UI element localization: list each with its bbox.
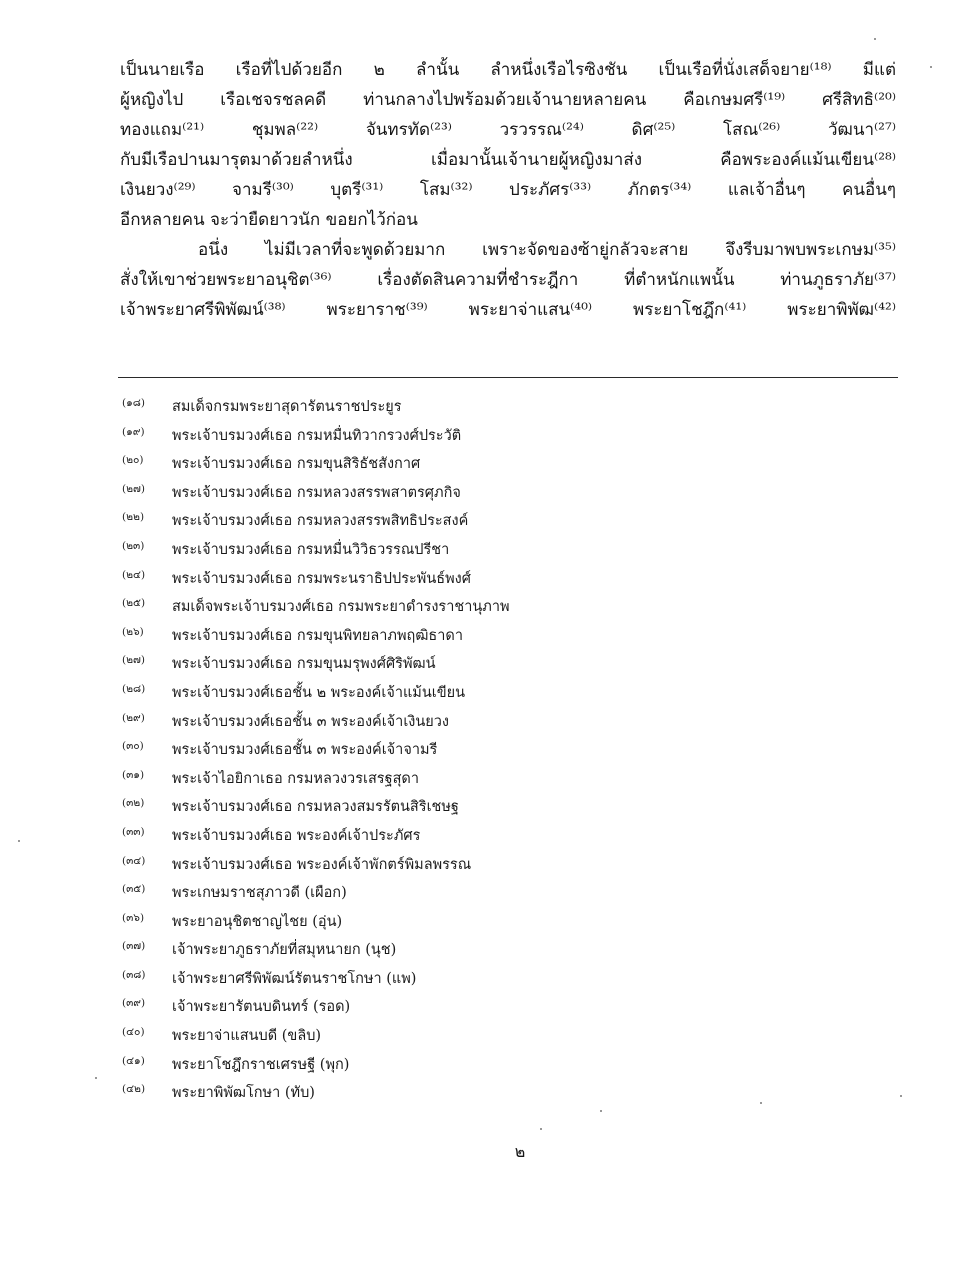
footnote-number: (๓๗) <box>122 940 146 953</box>
footnote-number: (๒๕) <box>122 597 146 610</box>
footnote-number: (๓๓) <box>122 825 145 838</box>
footnote-number: (๓๖) <box>122 911 145 924</box>
footnote-text: พระเจ้าบรมวงศ์เธอ กรมหลวงสรรพสาตรศุภกิจ <box>172 484 461 501</box>
body-line: เป็นนายเรือ เรือที่ไปด้วยอีก ๒ ลำนั้น ลำหนึ่งเรือไรซิงชัน เป็นเรือที่นั่งเสด็จยาย⁽¹⁸⁾ มีแต่ <box>120 60 896 80</box>
footnote-number: (๓๐) <box>122 740 144 753</box>
body-line: ผู้หญิงไป เรือเชจรชลคดี ท่านกลางไปพร้อมด้วยเจ้านายหลายคน คือเกษมศรี⁽¹⁹⁾ ศรีสิทธิ⁽²⁰⁾ <box>120 90 896 110</box>
footnote <box>122 938 882 967</box>
footnote-text: พระเจ้าบรมวงศ์เธอ กรมขุนมรุพงศ์ศิริพัฒน์ <box>172 656 436 673</box>
footnote <box>122 595 882 624</box>
footnote-text: พระเจ้าไอยิกาเธอ กรมหลวงวรเสรฐสุดา <box>172 770 419 787</box>
scan-speck <box>760 1102 762 1104</box>
footnote <box>122 881 882 910</box>
scan-speck <box>540 1128 542 1130</box>
footnote <box>122 824 882 853</box>
footnote-text: พระเจ้าบรมวงศ์เธอ กรมขุนพิทยลาภพฤฒิธาดา <box>172 627 463 644</box>
footnote-text: เจ้าพระยาศรีพิพัฒน์รัตนราชโกษา (แพ) <box>172 970 417 987</box>
footnote <box>122 1081 882 1110</box>
footnote-number: (๓๔) <box>122 854 146 867</box>
body-line: ทองแถม⁽²¹⁾ ชุมพล⁽²²⁾ จันทรทัด⁽²³⁾ วรวรรณ⁽²⁴⁾ ดิศ⁽²⁵⁾ โสณ⁽²⁶⁾ วัฒนา⁽²⁷⁾ <box>120 120 896 140</box>
footnote-text: พระเจ้าบรมวงศ์เธอ กรมขุนสิริธัชสังกาศ <box>172 456 421 473</box>
footnote <box>122 538 882 567</box>
scan-speck <box>874 38 876 40</box>
footnote-number: (๓๙) <box>122 997 146 1010</box>
footnote-number: (๑๘) <box>122 397 145 409</box>
footnote-number: (๒๗) <box>122 654 146 667</box>
body-line: เงินยวง⁽²⁹⁾ จามรี⁽³⁰⁾ บุตรี⁽³¹⁾ โสม⁽³²⁾ ประภัศร⁽³³⁾ ภักตร⁽³⁴⁾ แลเจ้าอื่นๆ คนอื่นๆ <box>120 180 896 200</box>
footnote <box>122 1024 882 1053</box>
footnote-text: พระยาโชฎึกราชเศรษฐี (พุก) <box>172 1056 350 1073</box>
footnote-text: พระเจ้าบรมวงศ์เธอ พระองค์เจ้าประภัศร <box>172 827 421 844</box>
footnote-text: พระเจ้าบรมวงศ์เธอ กรมพระนราธิปประพันธ์พงศ์ <box>172 570 471 587</box>
footnote-number: (๔๑) <box>122 1054 145 1067</box>
body-text <box>120 55 896 325</box>
footnote <box>122 395 882 424</box>
scan-speck <box>18 840 20 842</box>
footnote-number: (๒๒) <box>122 511 145 524</box>
footnote-list <box>122 395 882 1110</box>
body-line: เจ้าพระยาศรีพิพัฒน์⁽³⁸⁾ พระยาราช⁽³⁹⁾ พระยาจ่าแสน⁽⁴⁰⁾ พระยาโชฎึก⁽⁴¹⁾ พระยาพิพัฒ⁽⁴²⁾ <box>120 300 896 320</box>
footnote-text: พระเจ้าบรมวงศ์เธอชั้น ๒ พระองค์เจ้าแม้นเขียน <box>172 684 466 701</box>
footnote <box>122 795 882 824</box>
footnote <box>122 853 882 882</box>
body-line: กับมีเรือปานมารุตมาด้วยลำหนึ่ง เมื่อมานั้นเจ้านายผู้หญิงมาส่ง คือพระองค์แม้นเขียน⁽²⁸⁾ <box>120 150 896 170</box>
footnote <box>122 967 882 996</box>
footnote <box>122 624 882 653</box>
footnote-number: (๒๘) <box>122 682 146 695</box>
footnote <box>122 767 882 796</box>
footnote-text: พระยาพิพัฒโกษา (ทับ) <box>172 1085 315 1102</box>
footnote <box>122 738 882 767</box>
footnote <box>122 910 882 939</box>
footnote <box>122 652 882 681</box>
footnote-text: พระเจ้าบรมวงศ์เธอ พระองค์เจ้าพักตร์พิมลพรรณ <box>172 856 472 873</box>
footnote-number: (๒๙) <box>122 711 145 724</box>
footnote-number: (๒๖) <box>122 625 144 638</box>
footnote-text: พระยาจ่าแสนบดี (ขลิบ) <box>172 1028 322 1045</box>
footnote-text: เจ้าพระยารัตนบดินทร์ (รอด) <box>172 999 351 1016</box>
footnote-text: สมเด็จพระเจ้าบรมวงศ์เธอ กรมพระยาดำรงราชานุภาพ <box>172 599 510 616</box>
footnote-text: พระเจ้าบรมวงศ์เธอ กรมหมื่นทิวากรวงศ์ประวัติ <box>172 427 462 444</box>
footnote-text: พระเจ้าบรมวงศ์เธอ กรมหลวงสรรพสิทธิประสงค์ <box>172 513 469 530</box>
footnote <box>122 1053 882 1082</box>
footnote-number: (๔๐) <box>122 1026 145 1039</box>
footnote-text: พระเจ้าบรมวงศ์เธอชั้น ๓ พระองค์เจ้าจามรี <box>172 742 438 759</box>
footnote-text: พระยาอนุชิตชาญไชย (อุ่น) <box>172 913 343 930</box>
footnote <box>122 995 882 1024</box>
footnote-number: (๔๒) <box>122 1083 146 1096</box>
footnote-text: พระเจ้าบรมวงศ์เธอ กรมหมื่นวิวิธวรรณปรีชา <box>172 541 450 558</box>
scan-speck <box>600 1110 602 1112</box>
footnote-number: (๓๕) <box>122 883 146 896</box>
body-line: อนึ่ง ไม่มีเวลาที่จะพูดด้วยมาก เพราะจัดของซ้ายู่กลัวจะสาย จึงรีบมาพบพระเกษม⁽³⁵⁾ <box>198 240 896 260</box>
footnote-number: (๒๓) <box>122 539 145 552</box>
scan-speck <box>900 1095 902 1097</box>
footnote-number: (๒๗) <box>122 482 146 495</box>
footnote <box>122 509 882 538</box>
footnote-number: (๒๔) <box>122 568 146 581</box>
footnote-number: (๓๘) <box>122 968 146 981</box>
scan-speck <box>95 1077 97 1079</box>
footnote-text: พระเกษมราชสุภาวดี (เผือก) <box>172 885 347 902</box>
footnote-text: สมเด็จกรมพระยาสุดารัตนราชประยูร <box>172 399 402 415</box>
scan-speck <box>930 66 932 68</box>
footnote-divider <box>118 377 898 378</box>
footnote-text: เจ้าพระยาภูธราภัยที่สมุหนายก (นุช) <box>172 942 397 959</box>
footnote-text: พระเจ้าบรมวงศ์เธอชั้น ๓ พระองค์เจ้าเงินยวง <box>172 713 449 730</box>
footnote <box>122 452 882 481</box>
footnote <box>122 481 882 510</box>
footnote-number: (๓๒) <box>122 797 145 810</box>
footnote-number: (๑๙) <box>122 425 145 438</box>
page-number: ๒ <box>514 1142 526 1161</box>
footnote-number: (๓๑) <box>122 768 145 781</box>
body-line: สั่งให้เขาช่วยพระยาอนุชิต⁽³⁶⁾ เรื่องตัดสินความที่ชำระฎีกา ที่ตำหนักแพนั้น ท่านภูธราภัย⁽³⁷⁾ <box>120 270 896 290</box>
footnote <box>122 710 882 739</box>
footnote <box>122 424 882 453</box>
footnote <box>122 681 882 710</box>
footnote-number: (๒๐) <box>122 454 144 467</box>
body-line: อีกหลายคน จะว่ายืดยาวนัก ขอยกไว้ก่อน <box>120 210 418 230</box>
footnote <box>122 567 882 596</box>
footnote-text: พระเจ้าบรมวงศ์เธอ กรมหลวงสมรรัตนสิริเชษฐ <box>172 799 459 816</box>
